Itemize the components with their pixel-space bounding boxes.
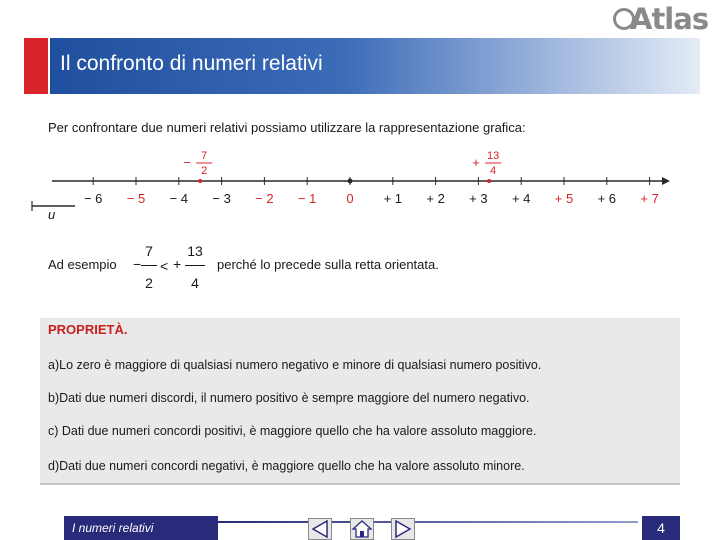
example-relation: < <box>160 258 169 274</box>
example-left-frac-line <box>141 265 157 266</box>
example-left-num: 7 <box>145 243 153 259</box>
tick-label: + 6 <box>597 191 617 206</box>
triangle-right-icon <box>392 519 414 539</box>
marked-point-numerator: 7 <box>201 150 208 162</box>
property-item-c: c) Dati due numeri concordi positivi, è maggiore quello che ha valore assoluto maggiore. <box>48 424 537 438</box>
property-item-a: a)Lo zero è maggiore di qualsiasi numero negativo e minore di qualsiasi numero positivo. <box>48 358 542 372</box>
properties-title: PROPRIETÀ. <box>48 322 128 337</box>
example-left-sign: − <box>133 256 142 272</box>
page-number: 4 <box>642 516 680 540</box>
unit-label: u <box>48 207 56 220</box>
tick-label: + 3 <box>469 191 488 206</box>
property-item-b: b)Dati due numeri discordi, il numero positivo è sempre maggiore del numero negativo. <box>48 391 530 405</box>
tick-label: + 1 <box>383 191 403 206</box>
tick-label: − 2 <box>255 191 274 206</box>
intro-bold: confrontare due numeri relativi <box>71 120 248 135</box>
example-lead: Ad esempio <box>48 257 117 272</box>
axis-arrow-icon <box>662 177 670 185</box>
marked-point-denominator: 2 <box>201 165 208 177</box>
page-title: Il confronto di numeri relativi <box>60 52 323 75</box>
footer-line <box>218 521 638 523</box>
title-bar <box>24 38 700 94</box>
intro-prefix: Per <box>48 120 72 135</box>
marked-point <box>487 179 491 183</box>
tick-label: − 5 <box>126 191 146 206</box>
prev-button[interactable] <box>308 518 332 540</box>
marked-point-sign: + <box>472 155 480 170</box>
marked-point-sign: − <box>183 155 191 170</box>
properties-box <box>40 318 680 485</box>
example-tail: perché lo precede sulla retta orientata. <box>217 257 439 272</box>
intro-text <box>48 120 526 135</box>
home-icon <box>351 519 373 539</box>
next-button[interactable] <box>391 518 415 540</box>
example-right-sign: + <box>173 256 182 272</box>
tick-label: + 4 <box>511 191 531 206</box>
example-right-frac-line <box>185 265 205 266</box>
property-item-d: d)Dati due numeri concordi negativi, è maggiore quello che ha valore assoluto minore. <box>48 459 525 473</box>
footer-section-label: I numeri relativi <box>72 521 154 535</box>
tick-label: − 3 <box>212 191 231 206</box>
example-right-den: 4 <box>191 275 199 291</box>
marked-point-numerator: 13 <box>486 150 500 162</box>
marked-points-group <box>183 150 501 183</box>
example-left-den: 2 <box>145 275 153 291</box>
marked-point <box>198 179 202 183</box>
tick-label: + 2 <box>426 191 445 206</box>
atlas-logo: Atlas <box>630 2 709 36</box>
intro-suffix: possiamo utilizzare la rappresentazione grafica: <box>247 120 526 135</box>
tick-label: 0 <box>346 191 354 206</box>
tick-label: + 5 <box>554 191 574 206</box>
marked-point-denominator: 4 <box>490 165 497 177</box>
tick-label: − 1 <box>297 191 317 206</box>
number-line <box>0 140 720 220</box>
home-button[interactable] <box>350 518 374 540</box>
triangle-left-icon <box>309 519 331 539</box>
example-right-num: 13 <box>187 243 203 259</box>
title-red-accent <box>24 38 48 94</box>
tick-label: − 4 <box>169 191 189 206</box>
origin-dot <box>348 179 353 184</box>
tick-label: − 6 <box>83 191 103 206</box>
tick-label: + 7 <box>640 191 659 206</box>
